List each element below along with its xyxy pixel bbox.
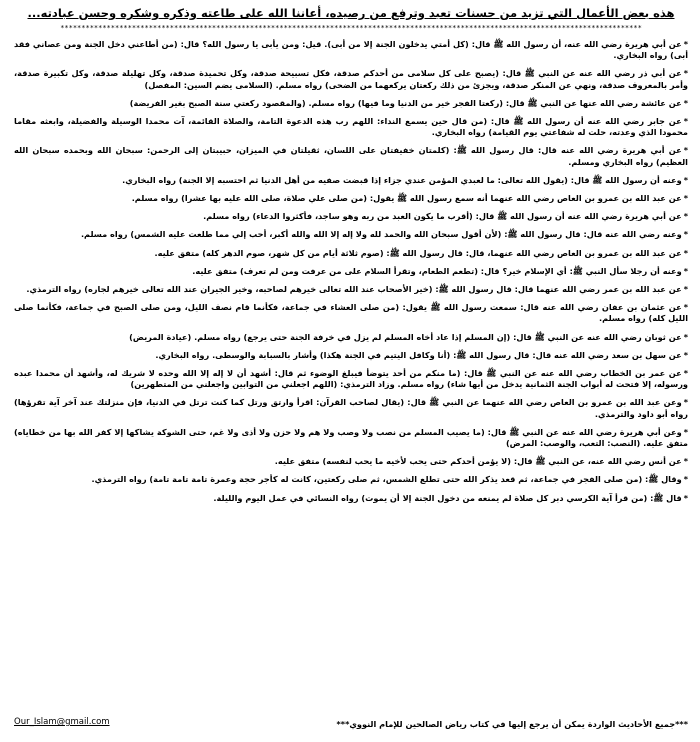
footer bbox=[14, 718, 688, 736]
footer-email-link[interactable]: Our_Islam@gmail.com bbox=[14, 717, 110, 727]
hadith-list bbox=[14, 39, 688, 504]
hadith-text: عن أبي هريرة رضي الله عنه أن رسول الله ﷺ قال: (أقرب ما يكون العبد من ربه وهو ساجد، فأكثروا الدعاء) رواه مسلم. bbox=[203, 211, 682, 222]
hadith-text: عن جابر رضي الله عنه أن رسول الله ﷺ قال: (من قال حين يسمع النداء: اللهم رب هذه الدعوة التامة، والصلاة القائمة، آت محمدا الوسيلة والفضيلة، وابعثه مقاما محمودا الذي وعدته، حلت له شفاعتي يوم القيامة) رواه البخاري. bbox=[14, 116, 688, 138]
bullet-mark: * bbox=[683, 331, 688, 342]
hadith-text: وعنه أن رسول الله ﷺ قال: (يقول الله تعالى: ما لعبدي المؤمن عندي جزاء إذا قبضت صفيه من أهل الدنيا ثم احتسبه إلا الجنة) رواه البخاري. bbox=[122, 174, 682, 185]
hadith-text: وعنه رضي الله عنه قال: قال رسول الله ﷺ: (لأن أقول سبحان الله والحمد لله ولا إله إلا الله والله أكبر، أحب إلي مما طلعت عليه الشمس) رواه مسلم. bbox=[80, 229, 682, 240]
bullet-mark: * bbox=[683, 247, 688, 258]
bullet-mark: * bbox=[683, 474, 688, 485]
hadith-text: وعن أبي هريرة رضي الله عنه عن النبي ﷺ قال: (ما يصيب المسلم من نصب ولا وصب ولا هم ولا حزن ولا أذى ولا غم، حتى الشوكة يشاكها إلا كفر الله بها من خطاياه) متفق عليه. (النصب: التعب، والوصب: المرض) bbox=[14, 426, 688, 449]
hadith-text: عن عبد الله بن عمرو بن العاص رضي الله عنهما، قال: قال رسول الله ﷺ: (صوم ثلاثة أيام من كل شهر، صوم الدهر كله) متفق عليه. bbox=[154, 247, 682, 258]
hadith-text: وعنه أن رجلا سأل النبي ﷺ: أي الإسلام خير؟ قال: (تطعم الطعام، وتقرأ السلام على من عرفت ومن لم تعرف) متفق عليه. bbox=[192, 265, 682, 276]
hadith-item bbox=[14, 456, 688, 467]
hadith-text: عن عبد الله بن عمر رضي الله عنهما قال: قال رسول الله ﷺ: (خير الأصحاب عند الله تعالى خيرهم لصاحبه، وخير الجيران عند الله تعالى خيرهم لجاره) رواه الترمذي. bbox=[26, 284, 682, 295]
bullet-mark: * bbox=[683, 426, 688, 437]
hadith-item bbox=[14, 193, 688, 204]
bullet-mark: * bbox=[683, 456, 688, 467]
bullet-mark: * bbox=[683, 68, 688, 79]
bullet-mark: * bbox=[683, 397, 688, 408]
hadith-item bbox=[14, 332, 688, 343]
hadith-item bbox=[14, 302, 688, 324]
bullet-mark: * bbox=[683, 229, 688, 240]
hadith-item bbox=[14, 68, 688, 90]
hadith-item bbox=[14, 39, 688, 61]
bullet-mark: * bbox=[683, 97, 688, 108]
bullet-mark: * bbox=[683, 284, 688, 295]
hadith-item bbox=[14, 427, 688, 449]
bullet-mark: * bbox=[683, 39, 688, 49]
hadith-item bbox=[14, 474, 688, 485]
bullet-mark: * bbox=[683, 368, 688, 379]
hadith-text: عن أبي ذر رضي الله عنه عن النبي ﷺ قال: (يصبح على كل سلامى من أحدكم صدقة، فكل تسبيحة صدقة، وكل تحميدة صدقة، وكل تهليلة صدقة، وكل تكبيرة صدقة، وأمر بالمعروف صدقة، ونهي عن المنكر صدقة، ويجزئ من ذلك ركعتان يركعهما من الضحى) رواه مسلم. (السلامى يضم السين: المفصل) bbox=[14, 68, 688, 90]
hadith-item bbox=[14, 368, 688, 390]
hadith-text: وقال ﷺ: (من صلى الفجر في جماعة، ثم قعد يذكر الله حتى تطلع الشمس، ثم صلى ركعتين، كانت له كأجر حجة وعمرة تامة تامة تامة) رواه الترمذي. bbox=[91, 474, 682, 485]
star-separator: ****************************************************************************************************************************************** bbox=[60, 24, 642, 32]
bullet-mark: * bbox=[683, 116, 688, 127]
bullet-mark: * bbox=[683, 211, 688, 222]
hadith-text: عن عائشة رضي الله عنها عن النبي ﷺ قال: (ركعتا الفجر خير من الدنيا وما فيها) رواه مسلم. (والمقصود ركعتي سنة الصبح بغير الفريضة) bbox=[129, 97, 682, 108]
hadith-text: عن أبي هريرة رضي الله عنه قال: قال رسول الله ﷺ: (كلمتان خفيفتان على اللسان، ثقيلتان في الميزان، حبيبتان إلى الرحمن: سبحان الله وبحمده سبحان الله العظيم) رواه البخاري ومسلم. bbox=[14, 145, 688, 167]
hadith-item bbox=[14, 145, 688, 167]
hadith-item bbox=[14, 493, 688, 504]
hadith-text: عن أنس رضي الله عنه، عن النبي ﷺ قال: (لا يؤمن أحدكم حتى يحب لأخيه ما يحب لنفسه) متفق عليه. bbox=[274, 456, 682, 467]
hadith-text: عن عثمان بن عفان رضي الله عنه قال: سمعت رسول الله ﷺ يقول: (من صلى العشاء في جماعة، فكأنما قام نصف الليل، ومن صلى الصبح في جماعة، فكأنما صلى الليل كله) رواه مسلم. bbox=[14, 302, 688, 324]
hadith-item bbox=[14, 248, 688, 259]
hadith-item bbox=[14, 211, 688, 222]
hadith-text: وعن عبد الله بن عمرو بن العاص رضي الله عنهما عن النبي ﷺ قال: (يقال لصاحب القرآن: اقرأ وارتق ورتل كما كنت ترتل في الدنيا، فإن منزلتك عند آخر آية تقرؤها) رواه أبو داود والترمذي. bbox=[14, 397, 688, 419]
hadith-text: عن عبد الله بن عمرو بن العاص رضي الله عنهما أنه سمع رسول الله ﷺ يقول: (من صلى علي صلاة، صلى الله عليه بها عشرا) رواه مسلم. bbox=[131, 193, 682, 204]
hadith-item bbox=[14, 116, 688, 138]
hadith-item bbox=[14, 229, 688, 240]
bullet-mark: * bbox=[683, 349, 688, 360]
hadith-text: قال ﷺ: (من قرأ آية الكرسي دبر كل صلاة لم يمنعه من دخول الجنة إلا أن يموت) رواه النسائي في عمل اليوم والليلة. bbox=[213, 492, 682, 503]
hadith-item bbox=[14, 98, 688, 109]
document-title: هذه بعض الأعمال التي تزيد من حسنات تعبد وترفع من رصيده، أعاننا الله على طاعته وذكره وشكره وحسن عبادته... bbox=[27, 6, 675, 20]
hadith-item bbox=[14, 284, 688, 295]
hadith-item bbox=[14, 175, 688, 186]
hadith-text: عن ثوبان رضي الله عنه عن النبي ﷺ قال: (إن المسلم إذا عاد أخاه المسلم لم يزل في خرفة الجنة حتى يرجع) رواه مسلم. (عيادة المريض) bbox=[129, 331, 682, 342]
hadith-item bbox=[14, 266, 688, 277]
hadith-text: عن سهل بن سعد رضي الله عنه قال: قال رسول الله ﷺ: (أنا وكافل اليتيم في الجنة هكذا) وأشار بالسبابة والوسطى. رواه البخاري. bbox=[155, 349, 682, 360]
bullet-mark: * bbox=[683, 174, 688, 185]
bullet-mark: * bbox=[683, 265, 688, 276]
bullet-mark: * bbox=[683, 302, 688, 313]
hadith-item bbox=[14, 397, 688, 419]
hadith-item bbox=[14, 350, 688, 361]
hadith-text: عن أبي هريرة رضي الله عنه، أن رسول الله ﷺ قال: (كل أمتي يدخلون الجنة إلا من أبى). قيل: ومن يأبى يا رسول الله؟ قال: (من أطاعني دخل الجنة ومن عصاني فقد أبى) رواه البخاري. bbox=[14, 39, 688, 61]
bullet-mark: * bbox=[683, 492, 688, 503]
bullet-mark: * bbox=[683, 145, 688, 156]
hadith-text: عن عمر بن الخطاب رضي الله عنه عن النبي ﷺ قال: (ما منكم من أحد يتوضأ فيبلغ الوضوء ثم قال: أشهد أن لا إله إلا الله وحده لا شريك له، وأشهد أن محمدا عبده ورسوله، إلا فتحت له أبواب الجنة الثمانية يدخل من أيها شاء) رواه مسلم. وزاد الترمذي: (اللهم اجعلني من التوابين واجعلني من المتطهرين) bbox=[14, 368, 688, 390]
bullet-mark: * bbox=[683, 193, 688, 204]
footer-note: ***جميع الأحاديث الواردة يمكن أن يرجع إليها في كتاب رياض الصالحين للإمام النووي*** bbox=[336, 719, 688, 729]
